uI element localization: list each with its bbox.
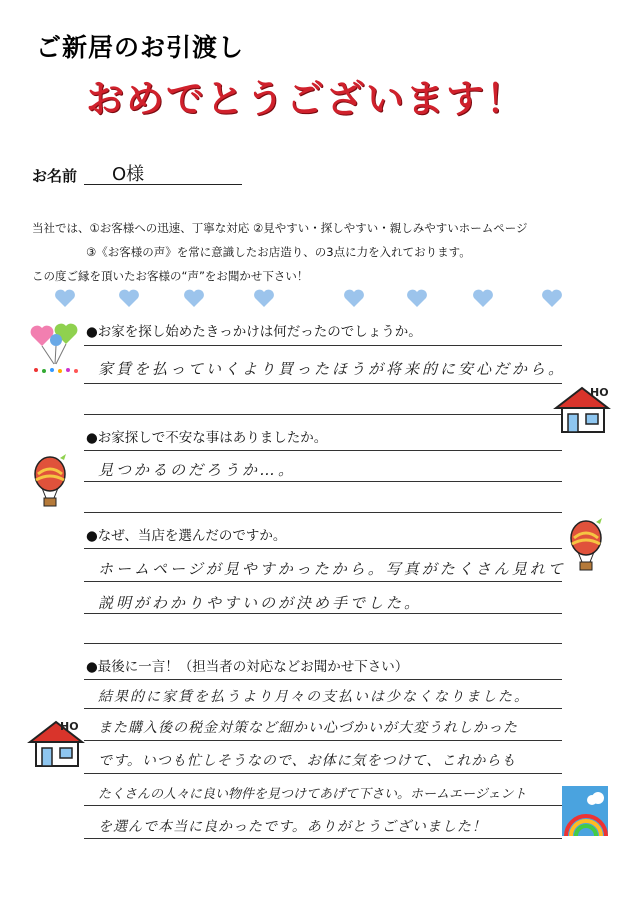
intro-line-3: この度ご縁を頂いたお客様の“声”をお聞かせ下さい！	[32, 269, 309, 283]
hot-air-balloon-icon	[566, 516, 610, 574]
title-line-1: ご新居のお引渡し	[36, 33, 245, 62]
answer-2-line-1: 見つかるのだろうか…。	[98, 461, 297, 479]
question-2: ●お家探しで不安な事はありましたか。	[86, 430, 328, 446]
answer-rule	[84, 613, 562, 614]
answer-rule	[84, 481, 562, 482]
answer-rule	[84, 414, 562, 415]
answer-rule	[84, 708, 562, 709]
heart-icon	[541, 288, 563, 308]
answer-rule	[84, 838, 562, 839]
answer-4-line-4: たくさんの人々に良い物件を見つけてあげて下さい。ホームエージェント	[98, 787, 527, 802]
heart-icon	[253, 288, 275, 308]
answer-rule	[84, 512, 562, 513]
hearts-row	[0, 288, 636, 312]
heart-icon	[472, 288, 494, 308]
house-icon	[26, 716, 90, 772]
name-value: O様	[112, 164, 145, 185]
intro-line-1: 当社では、①お客様への迅速、丁寧な対応 ②見やすい・探しやすい・親しみやすいホームページ	[32, 221, 528, 235]
name-label: お名前	[32, 167, 78, 185]
heart-icon	[406, 288, 428, 308]
answer-4-line-5: を選んで本当に良かったです。ありがとうございました！	[98, 819, 487, 835]
heart-icon	[343, 288, 365, 308]
house-badge-text: HO	[590, 386, 609, 399]
answer-4-line-3: です。いつも忙しそうなので、お体に気をつけて、これからも	[98, 753, 517, 769]
question-4: ●最後に一言！（担当者の対応などお聞かせ下さい）	[86, 659, 409, 675]
hot-air-balloon-icon	[30, 452, 74, 510]
answer-rule	[84, 740, 562, 741]
answer-4-line-2: また購入後の税金対策など細かい心づかいが大変うれしかった	[98, 720, 518, 736]
heart-icon	[118, 288, 140, 308]
question-1: ●お家を探し始めたきっかけは何だったのでしょうか。	[86, 324, 422, 340]
heart-icon	[54, 288, 76, 308]
answer-rule	[84, 345, 562, 346]
answer-rule	[84, 581, 562, 582]
house-icon	[552, 382, 616, 438]
answer-rule	[84, 773, 562, 774]
answer-3-line-1: ホームページが見やすかったから。写真がたくさん見れて	[98, 560, 566, 578]
title-line-2: おめでとうございます！	[86, 77, 527, 121]
answer-rule	[84, 383, 562, 384]
house-badge-text: HO	[60, 720, 79, 733]
heart-icon	[183, 288, 205, 308]
answer-rule	[84, 805, 562, 806]
name-underline	[84, 184, 242, 185]
answer-rule	[84, 548, 562, 549]
answer-1-line-1: 家賃を払っていくより買ったほうが将来的に安心だから。	[98, 360, 567, 378]
answer-3-line-2: 説明がわかりやすいのが決め手でした。	[98, 594, 423, 612]
intro-line-2: ③《お客様の声》を常に意識したお店造り、の3点に力を入れております。	[86, 245, 471, 259]
heart-balloons-icon	[28, 318, 86, 378]
question-3: ●なぜ、当店を選んだのですか。	[86, 528, 287, 544]
rainbow-icon	[562, 786, 608, 836]
answer-rule	[84, 679, 562, 680]
answer-rule	[84, 450, 562, 451]
answer-rule	[84, 643, 562, 644]
answer-4-line-1: 結果的に家賃を払うより月々の支払いは少なくなりました。	[98, 689, 530, 705]
